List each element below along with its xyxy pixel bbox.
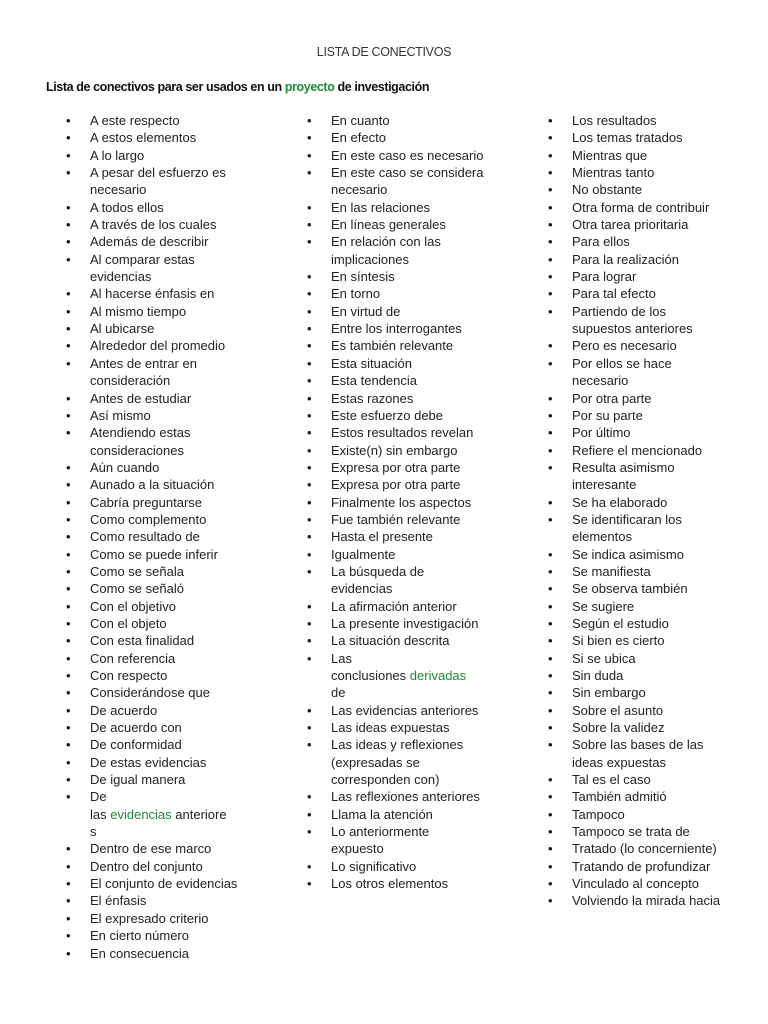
list-item bbox=[548, 337, 728, 354]
list-item bbox=[66, 684, 238, 701]
list-item-text: En cuanto bbox=[331, 113, 390, 128]
list-item bbox=[307, 320, 485, 337]
list-item bbox=[548, 181, 728, 198]
list-item bbox=[66, 598, 238, 615]
list-item-text: A este respecto bbox=[90, 113, 180, 128]
list-item bbox=[548, 858, 728, 875]
list-item-text: Con el objetivo bbox=[90, 598, 176, 614]
list-item bbox=[307, 459, 485, 476]
list-item-text: Las reflexiones anteriores bbox=[331, 789, 480, 805]
list-item bbox=[66, 632, 238, 649]
list-item-text: A lo largo bbox=[90, 147, 145, 163]
list-item bbox=[548, 129, 728, 146]
list-item-text: Tal es el caso bbox=[572, 772, 651, 788]
list-item-text: Mientras que bbox=[572, 147, 648, 163]
list-item-text: Si se ubica bbox=[572, 650, 636, 666]
list-item bbox=[307, 823, 485, 858]
list-item bbox=[548, 563, 728, 580]
subtitle-text-start: Lista de conectivos para ser usados en un bbox=[46, 80, 285, 94]
list-item bbox=[548, 684, 728, 701]
list-item-text: Con esta finalidad bbox=[90, 633, 195, 649]
list-item-text: Estas razones bbox=[331, 390, 414, 406]
list-item bbox=[548, 823, 728, 840]
list-item bbox=[66, 736, 238, 753]
list-item-text: Pero es necesario bbox=[572, 338, 677, 354]
list-item-text: Así mismo bbox=[90, 407, 151, 423]
list-item bbox=[307, 476, 485, 493]
list-item bbox=[548, 390, 728, 407]
list-item-text: Como resultado de bbox=[90, 529, 200, 545]
list-item bbox=[307, 806, 485, 823]
list-item bbox=[548, 667, 728, 684]
list-item-text: Otra forma de contribuir bbox=[572, 199, 710, 215]
list-item bbox=[307, 147, 485, 164]
list-item bbox=[66, 580, 238, 597]
list-item bbox=[66, 650, 238, 667]
list-item-text: Como complemento bbox=[90, 511, 207, 527]
connectives-column-3 bbox=[548, 112, 728, 910]
list-item-text: Cabría preguntarse bbox=[90, 494, 203, 510]
list-item-text: En efecto bbox=[331, 130, 386, 146]
list-item-text: Llama la atención bbox=[331, 806, 433, 822]
list-item-text: Si bien es cierto bbox=[572, 633, 665, 649]
list-item-text: Refiere el mencionado bbox=[572, 442, 703, 458]
list-item bbox=[548, 494, 728, 511]
list-item bbox=[548, 806, 728, 823]
list-item bbox=[307, 303, 485, 320]
list-item bbox=[66, 615, 238, 632]
list-item-text: Finalmente los aspectos bbox=[331, 494, 472, 510]
list-item-text: Por ellos se hace necesario bbox=[572, 355, 672, 389]
list-item bbox=[548, 355, 728, 390]
list-item bbox=[307, 494, 485, 511]
list-item bbox=[548, 598, 728, 615]
list-item bbox=[307, 407, 485, 424]
list-item-text: Antes de entrar en consideración bbox=[90, 355, 197, 389]
list-item-text: A través de los cuales bbox=[90, 217, 217, 233]
list-item-text: Sin duda bbox=[572, 668, 624, 683]
list-item bbox=[548, 303, 728, 338]
list-item bbox=[307, 546, 485, 563]
list-item-link[interactable]: evidencias bbox=[110, 806, 172, 822]
list-item-text: Según el estudio bbox=[572, 615, 669, 631]
list-item-text: La búsqueda de evidencias bbox=[331, 563, 425, 597]
list-item bbox=[66, 476, 238, 493]
list-item-text: Tratando de profundizar bbox=[572, 858, 711, 874]
subtitle-text-end: de investigación bbox=[334, 80, 430, 94]
list-item-text: Volviendo la mirada hacia bbox=[572, 893, 721, 909]
list-item-text: En consecuencia bbox=[90, 945, 190, 961]
list-item-text: Además de describir bbox=[90, 234, 209, 250]
list-item bbox=[307, 875, 485, 892]
list-item bbox=[307, 788, 485, 805]
list-item-text: Lo significativo bbox=[331, 858, 417, 874]
list-item bbox=[548, 164, 728, 181]
list-item-text: Estos resultados revelan bbox=[331, 425, 474, 441]
list-item bbox=[307, 129, 485, 146]
list-item bbox=[307, 164, 485, 199]
list-item bbox=[548, 199, 728, 216]
list-item-text: De estas evidencias bbox=[90, 754, 207, 770]
list-item-text: De las bbox=[90, 789, 107, 822]
list-item bbox=[307, 719, 485, 736]
subtitle-link-proyecto[interactable]: proyecto bbox=[284, 80, 335, 94]
connectives-column-2 bbox=[307, 112, 485, 892]
list-item-text: En síntesis bbox=[331, 269, 395, 285]
list-item bbox=[66, 528, 238, 545]
list-item bbox=[66, 320, 238, 337]
list-item bbox=[548, 285, 728, 302]
list-item bbox=[66, 337, 238, 354]
list-item bbox=[548, 736, 728, 771]
list-item-text: Al mismo tiempo bbox=[90, 303, 187, 319]
list-item-text: Las conclusiones bbox=[331, 650, 407, 683]
list-item bbox=[307, 650, 485, 702]
list-item bbox=[307, 598, 485, 615]
list-item bbox=[307, 442, 485, 459]
list-item bbox=[66, 667, 238, 684]
list-item bbox=[66, 858, 238, 875]
list-item-text: Al comparar estas evidencias bbox=[90, 251, 195, 285]
list-item-text: Atendiendo estas consideraciones bbox=[90, 425, 191, 458]
list-item-text: Para tal efecto bbox=[572, 286, 656, 302]
list-item-text: En torno bbox=[331, 286, 381, 302]
list-item bbox=[66, 788, 238, 840]
list-item-text: Alrededor del promedio bbox=[90, 338, 226, 354]
list-item-text: En este caso es necesario bbox=[331, 147, 484, 163]
list-item-text: No obstante bbox=[572, 182, 643, 198]
list-item bbox=[66, 424, 238, 459]
list-item-text: Se identificaran los elementos bbox=[572, 511, 682, 545]
list-item bbox=[548, 615, 728, 632]
list-item-text: De igual manera bbox=[90, 772, 186, 788]
list-item-text: Dentro de ese marco bbox=[90, 841, 212, 857]
list-item-text: Las ideas expuestas bbox=[331, 720, 450, 736]
list-item-text: Dentro del conjunto bbox=[90, 858, 203, 874]
list-item bbox=[66, 164, 238, 199]
list-item bbox=[548, 546, 728, 563]
list-item-text: Para la realización bbox=[572, 251, 679, 267]
list-item bbox=[66, 927, 238, 944]
list-item bbox=[307, 632, 485, 649]
list-item-text: Con referencia bbox=[90, 650, 176, 666]
list-item bbox=[66, 303, 238, 320]
list-item-text: Tratado (lo concerniente) bbox=[572, 841, 717, 857]
list-item bbox=[66, 216, 238, 233]
list-item-text: Los resultados bbox=[572, 113, 657, 128]
list-item bbox=[548, 875, 728, 892]
list-item-text: Por otra parte bbox=[572, 390, 652, 406]
list-item-text: Al hacerse énfasis en bbox=[90, 286, 215, 302]
list-item-text: Considerándose que bbox=[90, 685, 210, 701]
document-title: LISTA DE CONECTIVOS bbox=[316, 45, 452, 59]
list-item bbox=[66, 945, 238, 962]
list-item bbox=[66, 511, 238, 528]
list-item-text: Los otros elementos bbox=[331, 876, 449, 892]
list-item bbox=[66, 546, 238, 563]
list-item bbox=[66, 233, 238, 250]
list-item-text: Esta tendencia bbox=[331, 373, 418, 389]
list-item-text: En líneas generales bbox=[331, 217, 446, 233]
list-item-text: Se sugiere bbox=[572, 598, 635, 614]
list-item bbox=[548, 771, 728, 788]
list-item-text: En virtud de bbox=[331, 303, 401, 319]
list-item bbox=[548, 580, 728, 597]
list-item bbox=[548, 268, 728, 285]
list-item bbox=[66, 147, 238, 164]
list-item-text: Aún cuando bbox=[90, 459, 160, 475]
list-item bbox=[66, 407, 238, 424]
list-item bbox=[548, 424, 728, 441]
list-item bbox=[66, 719, 238, 736]
list-item bbox=[66, 129, 238, 146]
list-item-text: Para lograr bbox=[572, 269, 637, 285]
list-item-text: Igualmente bbox=[331, 546, 396, 562]
list-item bbox=[66, 112, 238, 129]
list-item bbox=[307, 702, 485, 719]
list-item bbox=[66, 251, 238, 286]
list-item-text: Las evidencias anteriores bbox=[331, 702, 479, 718]
list-item bbox=[548, 233, 728, 250]
list-item-text: El énfasis bbox=[90, 893, 147, 909]
list-item bbox=[66, 459, 238, 476]
list-item bbox=[307, 355, 485, 372]
list-item bbox=[307, 390, 485, 407]
list-item-text: De acuerdo bbox=[90, 702, 158, 718]
list-item bbox=[307, 233, 485, 268]
list-item-text: Es también relevante bbox=[331, 338, 454, 354]
list-item-text: Sobre el asunto bbox=[572, 702, 664, 718]
list-item bbox=[548, 788, 728, 805]
list-item bbox=[66, 285, 238, 302]
list-item-text: Sobre la validez bbox=[572, 720, 665, 736]
list-item bbox=[307, 199, 485, 216]
list-item-text: Mientras tanto bbox=[572, 165, 655, 181]
list-item bbox=[548, 147, 728, 164]
list-item-text: Como se puede inferir bbox=[90, 546, 218, 562]
list-item bbox=[307, 112, 485, 129]
list-item-text: Expresa por otra parte bbox=[331, 477, 461, 493]
list-item bbox=[307, 424, 485, 441]
list-item-text: Tampoco bbox=[572, 806, 625, 822]
list-item-text: Sin embargo bbox=[572, 685, 646, 701]
list-item-text: Las ideas y reflexiones (expresadas se corresponden con) bbox=[331, 737, 464, 788]
list-item-link[interactable]: derivadas bbox=[409, 668, 467, 683]
list-item-text: Entre los interrogantes bbox=[331, 321, 462, 337]
list-item bbox=[66, 563, 238, 580]
list-item-text: Tampoco se trata de bbox=[572, 824, 690, 840]
list-item bbox=[548, 650, 728, 667]
list-item bbox=[66, 892, 238, 909]
list-item-text: Aunado a la situación bbox=[90, 477, 215, 493]
list-item bbox=[66, 875, 238, 892]
list-item-text: Esta situación bbox=[331, 355, 412, 371]
list-item-text: Se manifiesta bbox=[572, 563, 651, 579]
list-item bbox=[307, 528, 485, 545]
connectives-column-1 bbox=[66, 112, 238, 962]
list-item bbox=[66, 355, 238, 390]
list-item-text: Se ha elaborado bbox=[572, 494, 668, 510]
list-item-text: A todos ellos bbox=[90, 199, 164, 215]
list-item-text: Expresa por otra parte bbox=[331, 459, 461, 475]
list-item bbox=[548, 892, 728, 909]
list-item-text: El expresado criterio bbox=[90, 910, 209, 926]
list-item-text: Resulta asimismo interesante bbox=[572, 459, 675, 493]
list-item bbox=[548, 407, 728, 424]
list-item bbox=[66, 910, 238, 927]
list-item bbox=[66, 702, 238, 719]
list-item-text: Se observa también bbox=[572, 581, 688, 597]
list-item-text: Para ellos bbox=[572, 234, 630, 250]
list-item-text: Fue también relevante bbox=[331, 511, 461, 527]
list-item-text: Como se señala bbox=[90, 563, 184, 579]
list-item bbox=[66, 390, 238, 407]
list-item-text: Con el objeto bbox=[90, 615, 167, 631]
list-item bbox=[548, 216, 728, 233]
list-item-text: En este caso se considera necesario bbox=[331, 165, 484, 198]
list-item-text: De conformidad bbox=[90, 737, 182, 753]
list-item-text: Otra tarea prioritaria bbox=[572, 217, 689, 233]
list-item-text: Se indica asimismo bbox=[572, 546, 684, 562]
list-item-text: A estos elementos bbox=[90, 130, 197, 146]
list-item-text: Este esfuerzo debe bbox=[331, 407, 444, 423]
list-item bbox=[548, 112, 728, 129]
list-item bbox=[307, 615, 485, 632]
list-item-text: Con respecto bbox=[90, 668, 168, 683]
list-item-text: En cierto número bbox=[90, 928, 189, 944]
list-item bbox=[66, 771, 238, 788]
list-item bbox=[548, 840, 728, 857]
list-item bbox=[307, 216, 485, 233]
list-item-text: La situación descrita bbox=[331, 633, 450, 649]
list-item bbox=[307, 285, 485, 302]
document-subtitle bbox=[46, 80, 429, 94]
list-item-text: Lo anteriormente expuesto bbox=[331, 824, 430, 857]
list-item-text: Partiendo de los supuestos anteriores bbox=[572, 303, 693, 337]
list-item-text: Por su parte bbox=[572, 407, 643, 423]
list-item-text: Antes de estudiar bbox=[90, 390, 192, 406]
list-item bbox=[307, 511, 485, 528]
list-item bbox=[66, 840, 238, 857]
list-item-text: El conjunto de evidencias bbox=[90, 876, 238, 892]
list-item bbox=[66, 199, 238, 216]
list-item-text: Al ubicarse bbox=[90, 321, 155, 337]
list-item-text: Hasta el presente bbox=[331, 529, 433, 545]
list-item-text: Vinculado al concepto bbox=[572, 876, 699, 892]
list-item-text: En las relaciones bbox=[331, 199, 430, 215]
list-item-text: Por último bbox=[572, 425, 631, 441]
list-item bbox=[307, 858, 485, 875]
list-item bbox=[548, 719, 728, 736]
list-item bbox=[307, 736, 485, 788]
list-item-text: Los temas tratados bbox=[572, 130, 683, 146]
list-item bbox=[66, 494, 238, 511]
list-item-text: anteriore s bbox=[90, 806, 227, 840]
list-item bbox=[548, 459, 728, 494]
list-item bbox=[66, 754, 238, 771]
list-item-text: Como se señaló bbox=[90, 581, 184, 597]
list-item bbox=[548, 511, 728, 546]
list-item-text: La afirmación anterior bbox=[331, 598, 457, 614]
list-item-text: También admitió bbox=[572, 789, 667, 805]
list-item bbox=[307, 563, 485, 598]
list-item-text: Existe(n) sin embargo bbox=[331, 442, 458, 458]
list-item-text: La presente investigación bbox=[331, 615, 479, 631]
list-item bbox=[548, 632, 728, 649]
list-item bbox=[548, 251, 728, 268]
list-item bbox=[548, 442, 728, 459]
list-item bbox=[548, 702, 728, 719]
list-item bbox=[307, 337, 485, 354]
list-item-text: de bbox=[331, 685, 346, 701]
list-item-text: De acuerdo con bbox=[90, 720, 182, 736]
list-item-text: A pesar del esfuerzo es necesario bbox=[90, 165, 226, 198]
list-item-text: Sobre las bases de las ideas expuestas bbox=[572, 737, 704, 770]
list-item bbox=[307, 268, 485, 285]
list-item bbox=[307, 372, 485, 389]
list-item-text: En relación con las implicaciones bbox=[331, 234, 441, 267]
